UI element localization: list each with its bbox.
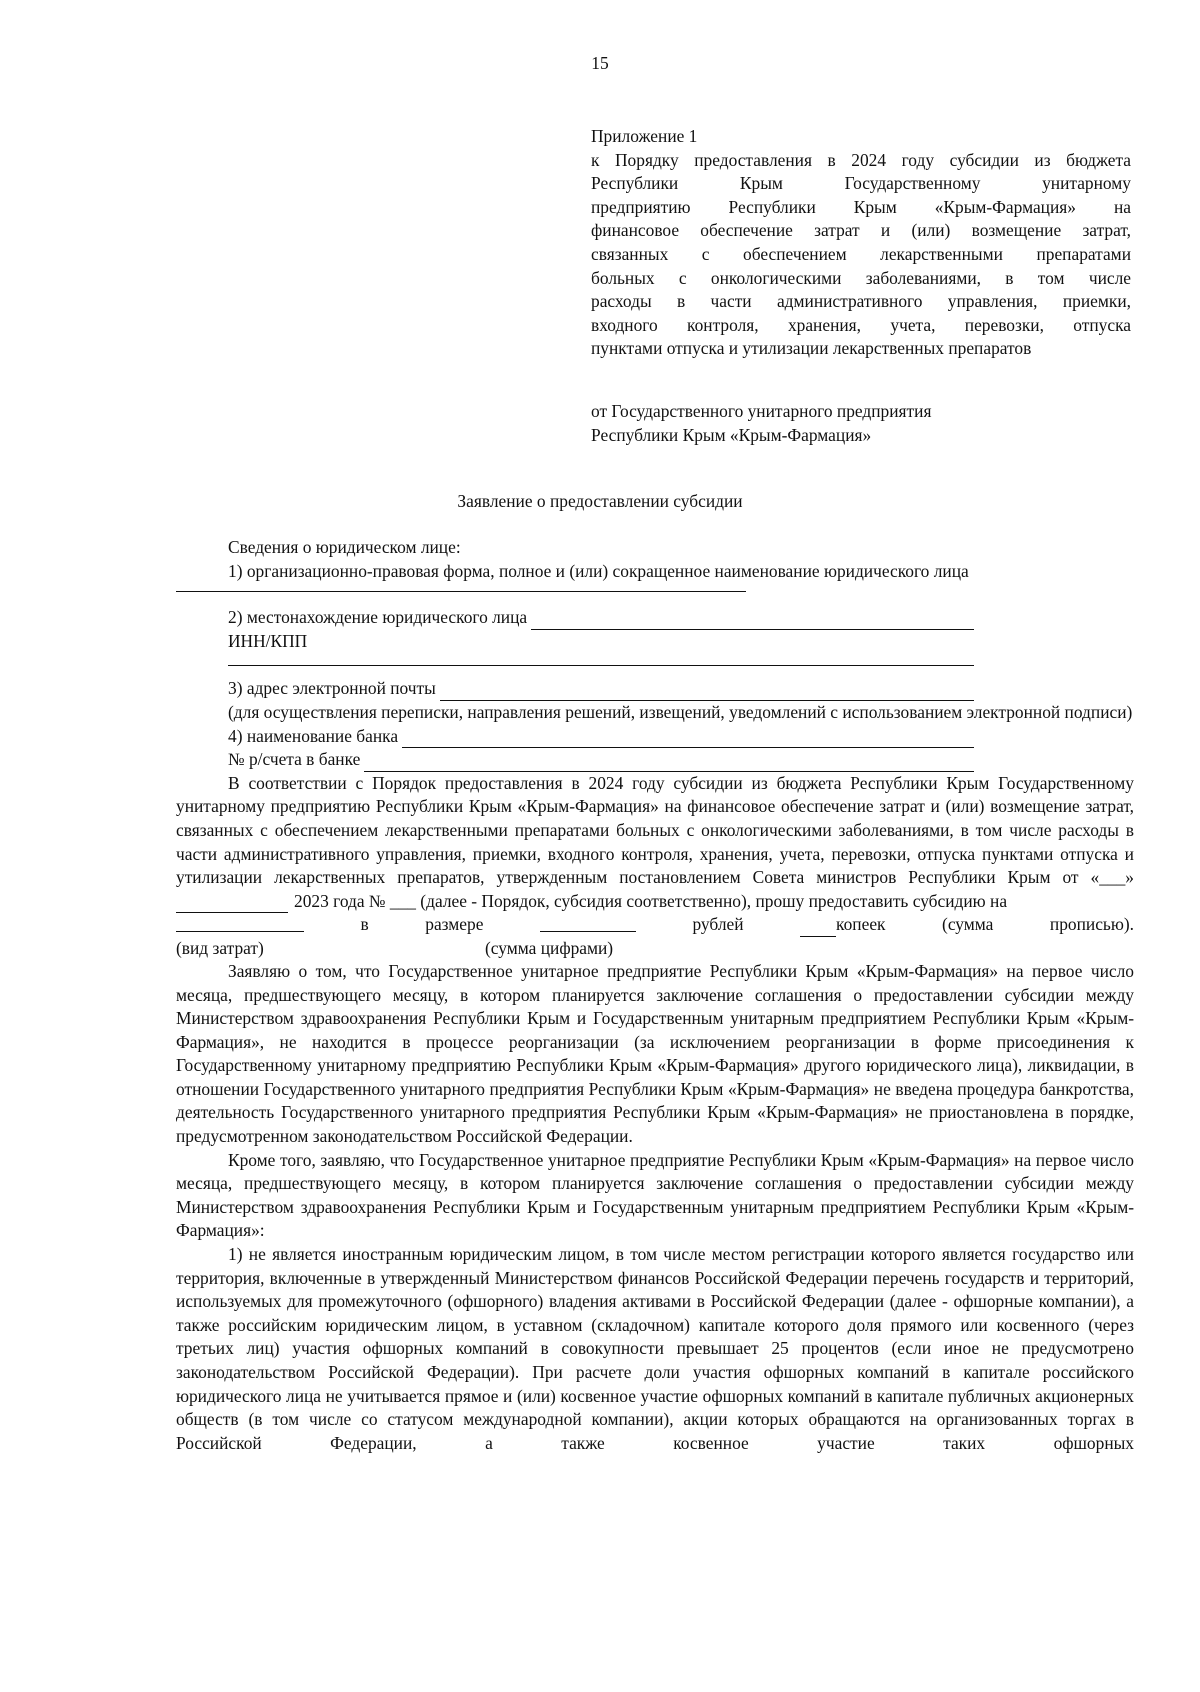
form-header: Сведения о юридическом лице: <box>228 537 461 557</box>
account-field[interactable] <box>364 753 974 772</box>
from-line: от Государственного унитарного предприятия <box>591 401 932 421</box>
additional-paragraph: Кроме того, заявляю, что Государственное унитарное предприятие Республики Крым «Крым-Фармация» на первое число месяца, предшествующего месяцу, в котором планируется заключение соглашения о предоставлении субсидии между Министерством здравоохранения Республики Крым и Государственным унитарным предприятием Республики Крым «Крым-Фармация»: <box>176 1149 1134 1241</box>
word-razmere: размере <box>425 914 484 935</box>
annex-line: предприятию Республики Крым «Крым-Фармация» на <box>591 196 1131 217</box>
form-item-2: 2) местонахождение юридического лица <box>228 607 528 628</box>
annex-text <box>591 149 1131 361</box>
declaration-paragraph: Заявляю о том, что Государственное унитарное предприятие Республики Крым «Крым-Фармация» на первое число месяца, предшествующего месяцу, в котором планируется заключение соглашения о предоставлении субсидии между Министерством здравоохранения Республики Крым и Государственным унитарным предприятием Республики Крым «Крым-Фармация», не находится в процессе реорганизации (за исключением реорганизации в форме присоединения к Государственному унитарному предприятию Республики Крым «Крым-Фармация» другого юридического лица), ликвидации, в отношении Государственного унитарного предприятия Республики Крым «Крым-Фармация» не введена процедура банкротства, деятельность Государственного унитарного предприятия Республики Крым «Крым-Фармация» не приостановлена в порядке, предусмотренном законодательством Российской Федерации. <box>176 960 1134 1147</box>
date-month-field[interactable] <box>176 894 288 913</box>
org-name-line[interactable] <box>176 583 1134 606</box>
inn-line[interactable] <box>176 653 1134 677</box>
word-summa: (сумма <box>942 914 994 935</box>
annex-line: финансовое обеспечение затрат и (или) возмещение затрат, <box>591 220 1131 241</box>
captions-row <box>176 937 1134 960</box>
bank-field[interactable] <box>402 729 974 748</box>
request-paragraph: В соответствии с Порядок предоставления в 2024 году субсидии из бюджета Республики Крым Государственному унитарному предприятию Республики Крым «Крым-Фармация» на финансовое обеспечение затрат и (или) возмещение затрат, связанных с обеспечением лекарственными препаратами больных с онкологическими заболеваниями, в том числе расходы в части административного управления, приемки, входного контроля, хранения, учета, перевозки, отпуска пунктами отпуска и утилизации лекарственных препаратов, утвержденным постановлением Совета министров Республики Крым от «___» <box>176 772 1134 888</box>
address-field[interactable] <box>531 611 974 630</box>
annex-line: Республики Крым Государственному унитарному <box>591 173 1131 194</box>
annex-line: больных с онкологическими заболеваниями, в том числе <box>591 267 1131 288</box>
word-v: в <box>360 914 369 935</box>
caption-sum-digits: (сумма цифрами) <box>485 937 614 958</box>
from-line: Республики Крым «Крым-Фармация» <box>591 424 872 445</box>
email-field[interactable] <box>440 682 974 701</box>
form-item-1: 1) организационно-правовая форма, полное и (или) сокращенное наименование юридического лица <box>228 560 969 581</box>
word-propisyu: прописью). <box>1049 914 1134 935</box>
inn-label: ИНН/КПП <box>228 630 308 651</box>
address-row <box>176 606 974 630</box>
annex-title: Приложение 1 <box>591 126 698 146</box>
email-note: (для осуществления переписки, направления решений, извещений, уведомлений с использованием электронной подписи) <box>228 701 1133 722</box>
offshore-paragraph: 1) не является иностранным юридическим лицом, в том числе местом регистрации которого является государство или территория, включенные в утвержденный Министерством финансов Российской Федерации перечень государств и территорий, используемых для промежуточного (офшорного) владения активами в Российской Федерации (далее - офшорные компании), а также российским юридическим лицом, в уставном (складочном) капитале которого доля прямого или косвенного (через третьих лиц) участия офшорных компаний в совокупности превышает 25 процентов (если иное не предусмотрено законодательством Российской Федерации). При расчете доли участия офшорных компаний в капитале российского юридического лица не учитывается прямое и (или) косвенное участие офшорных компаний в капитале публичных акционерных обществ (в том числе со статусом международной компании), акции которых обращаются на организованных торгах в Российской Федерации, а также косвенное участие таких офшорных <box>176 1244 1134 1453</box>
account-label: № р/счета в банке <box>228 749 361 770</box>
account-row <box>176 748 974 772</box>
request-line-3 <box>176 913 1134 937</box>
bank-row <box>176 725 974 749</box>
annex-line: входного контроля, хранения, учета, перевозки, отпуска <box>591 314 1131 335</box>
annex-line: пунктами отпуска и утилизации лекарственных препаратов <box>591 338 1032 359</box>
kopeks-field[interactable] <box>800 918 836 937</box>
cost-type-field[interactable] <box>176 913 304 932</box>
annex-line: к Порядку предоставления в 2024 году субсидии из бюджета <box>591 149 1131 170</box>
word-kopeek: копеек <box>836 914 886 935</box>
caption-cost-type: (вид затрат) <box>176 937 264 958</box>
annex-line: расходы в части административного управления, приемки, <box>591 291 1131 312</box>
sum-digits-field[interactable] <box>540 913 636 932</box>
request-line-2 <box>176 890 1134 914</box>
document-title: Заявление о предоставлении субсидии <box>457 491 743 511</box>
page-number: 15 <box>591 53 609 73</box>
annex-block <box>591 125 1131 361</box>
form-item-3: 3) адрес электронной почты <box>228 678 436 699</box>
word-rubley: рублей <box>692 914 744 935</box>
from-block <box>591 400 1131 447</box>
form-item-4: 4) наименование банка <box>228 725 399 746</box>
document-body <box>176 536 1134 1455</box>
request-line-2-text: 2023 года № ___ (далее - Порядок, субсидия соответственно), прошу предоставить субсидию на <box>294 890 1008 911</box>
annex-line: связанных с обеспечением лекарственными препаратами <box>591 243 1131 264</box>
email-row <box>176 677 974 701</box>
